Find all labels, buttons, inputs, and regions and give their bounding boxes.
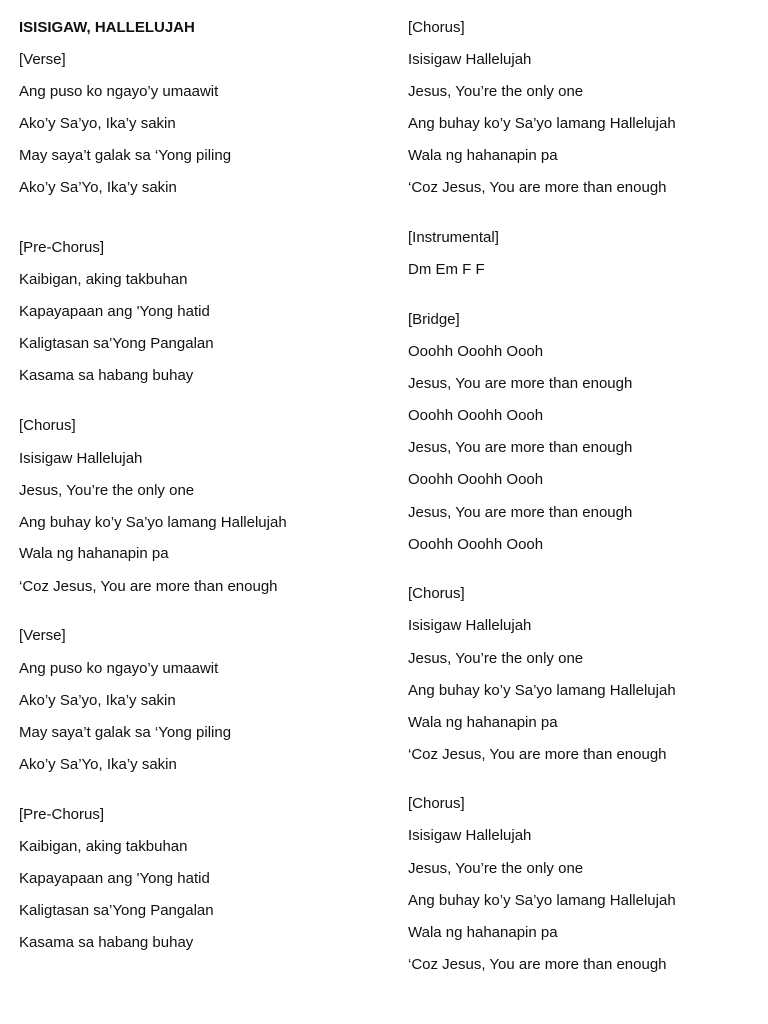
lyric-line: Ang puso ko ngayo’y umaawit xyxy=(19,83,219,100)
lyric-line: Isisigaw Hallelujah xyxy=(408,827,532,844)
section-label-chorus: [Chorus] xyxy=(19,417,76,434)
lyric-line: Kapayapaan ang 'Yong hatid xyxy=(19,870,210,887)
lyric-line: ‘Coz Jesus, You are more than enough xyxy=(408,956,667,973)
lyric-line: Ang buhay ko’y Sa’yo lamang Hallelujah xyxy=(408,682,676,699)
lyric-line: Ang buhay ko’y Sa’yo lamang Hallelujah xyxy=(408,115,676,132)
lyric-line: Jesus, You’re the only one xyxy=(19,482,195,499)
lyric-line: Kaligtasan sa’Yong Pangalan xyxy=(19,335,214,352)
lyric-line: Kaibigan, aking takbuhan xyxy=(19,271,188,288)
lyric-line: ‘Coz Jesus, You are more than enough xyxy=(408,179,667,196)
section-label-chorus: [Chorus] xyxy=(408,585,465,602)
lyric-line: Ang puso ko ngayo’y umaawit xyxy=(19,660,219,677)
lyric-line: Wala ng hahanapin pa xyxy=(408,714,558,731)
lyric-line: ‘Coz Jesus, You are more than enough xyxy=(19,578,278,595)
section-label-chorus: [Chorus] xyxy=(408,19,465,36)
lyric-line: ‘Coz Jesus, You are more than enough xyxy=(408,746,667,763)
lyric-line: Isisigaw Hallelujah xyxy=(408,617,532,634)
lyric-line: Kasama sa habang buhay xyxy=(19,367,194,384)
section-label-bridge: [Bridge] xyxy=(408,311,460,328)
lyric-line: Jesus, You’re the only one xyxy=(408,860,584,877)
lyric-line: Jesus, You are more than enough xyxy=(408,375,633,392)
lyric-line: Ooohh Ooohh Oooh xyxy=(408,536,544,553)
lyric-line: Jesus, You are more than enough xyxy=(408,504,633,521)
lyric-line: Wala ng hahanapin pa xyxy=(408,147,558,164)
lyric-line: Ako’y Sa’yo, Ika’y sakin xyxy=(19,115,176,132)
section-label-pre-chorus: [Pre-Chorus] xyxy=(19,806,105,823)
lyric-line: Kaibigan, aking takbuhan xyxy=(19,838,188,855)
lyric-line: Ako’y Sa’Yo, Ika’y sakin xyxy=(19,756,177,773)
section-label-chorus: [Chorus] xyxy=(408,795,465,812)
song-title: ISISIGAW, HALLELUJAH xyxy=(19,19,195,36)
lyric-line: Kaligtasan sa’Yong Pangalan xyxy=(19,902,214,919)
lyric-line: Ooohh Ooohh Oooh xyxy=(408,407,544,424)
chord-line: Dm Em F F xyxy=(408,261,485,278)
lyric-line: May saya’t galak sa ‘Yong piling xyxy=(19,724,232,741)
lyric-line: Wala ng hahanapin pa xyxy=(19,545,169,562)
lyric-line: Kasama sa habang buhay xyxy=(19,934,194,951)
lyric-line: Jesus, You are more than enough xyxy=(408,439,633,456)
lyric-line: Ooohh Ooohh Oooh xyxy=(408,343,544,360)
lyric-line: Ang buhay ko’y Sa’yo lamang Hallelujah xyxy=(408,892,676,909)
lyric-line: May saya’t galak sa ‘Yong piling xyxy=(19,147,232,164)
section-label-verse: [Verse] xyxy=(19,51,66,68)
lyric-line: Ako’y Sa’Yo, Ika’y sakin xyxy=(19,179,177,196)
lyric-line: Ang buhay ko’y Sa’yo lamang Hallelujah xyxy=(19,514,287,531)
lyric-line: Isisigaw Hallelujah xyxy=(408,51,532,68)
lyric-line: Wala ng hahanapin pa xyxy=(408,924,558,941)
section-label-pre-chorus: [Pre-Chorus] xyxy=(19,239,105,256)
lyric-line: Ooohh Ooohh Oooh xyxy=(408,471,544,488)
lyric-line: Jesus, You’re the only one xyxy=(408,83,584,100)
section-label-verse: [Verse] xyxy=(19,627,66,644)
lyric-line: Jesus, You’re the only one xyxy=(408,650,584,667)
section-label-instrumental: [Instrumental] xyxy=(408,229,499,246)
lyric-line: Isisigaw Hallelujah xyxy=(19,450,143,467)
lyric-line: Ako’y Sa’yo, Ika’y sakin xyxy=(19,692,176,709)
lyric-line: Kapayapaan ang 'Yong hatid xyxy=(19,303,210,320)
